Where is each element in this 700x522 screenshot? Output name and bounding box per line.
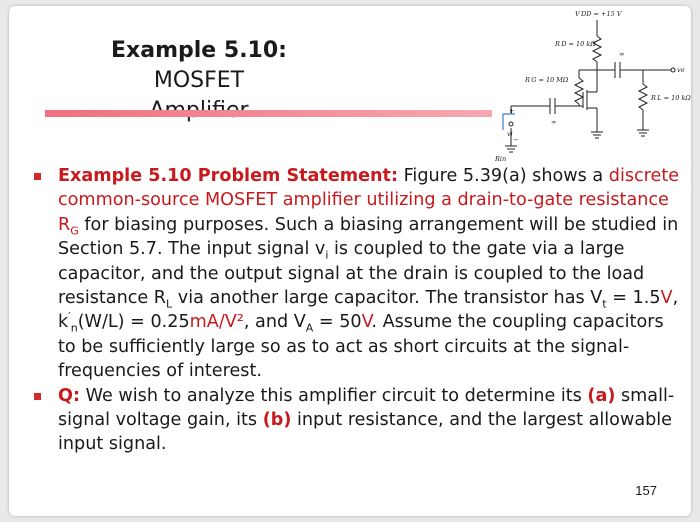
rl-label: R L = 10 kΩ <box>651 94 691 102</box>
part-b-label: (b) <box>262 410 292 431</box>
text-span: via another large capacitor. The transistor has V <box>172 288 603 309</box>
question-label: Q: <box>58 385 80 406</box>
bullet-problem-statement <box>31 164 681 384</box>
text-span: for biasing purposes. Such a biasing arrangement will be studied in Section 5.7. The input signal v <box>58 214 679 260</box>
vo-label: vo <box>677 66 685 74</box>
title-bold: Example 5.10: <box>111 38 287 63</box>
text-span: = 50 <box>313 312 362 333</box>
title-underline-bar <box>45 110 492 117</box>
subscript: G <box>70 224 79 238</box>
plus-sign: + <box>509 107 515 115</box>
subscript: n <box>70 321 78 335</box>
unit-span: mA/V² <box>189 312 244 333</box>
text-span: , k <box>58 288 679 333</box>
text-span: , and V <box>243 312 306 333</box>
bullet-marker <box>34 173 41 180</box>
subscript: L <box>166 297 173 311</box>
subscript: i <box>325 248 329 262</box>
superscript: ′ <box>68 310 71 324</box>
vi-label: vi <box>507 130 513 138</box>
problem-heading: Example 5.10 Problem Statement: <box>58 166 398 186</box>
title-line-1 <box>69 36 329 96</box>
text-span: . Assume the coupling capacitors to be sufficiently large so as to act as short circuits at the signal-frequencies of interest. <box>58 312 664 382</box>
rd-label: R D = 10 kΩ <box>555 40 596 48</box>
text-span: = 1.5 <box>606 288 661 309</box>
highlight-span: discrete common-source MOSFET amplifier utilizing a drain-to-gate resistance R <box>58 166 680 235</box>
text-span: small-signal voltage gain, its <box>58 385 675 431</box>
page-number: 157 <box>635 483 657 498</box>
rg-label: R G = 10 MΩ <box>525 76 569 84</box>
subscript: A <box>305 321 314 335</box>
rin-label: Rin <box>495 155 507 163</box>
minus-sign: − <box>513 136 519 144</box>
text-span: is coupled to the gate via a large capacitor, and the output signal at the drain is coupled to the load resistance R <box>58 239 645 309</box>
inf-label-output: ∞ <box>619 50 625 58</box>
subscript: t <box>602 297 607 311</box>
part-a-label: (a) <box>587 385 616 406</box>
slide <box>9 6 691 516</box>
text-span: input resistance, and the largest allowable input signal. <box>58 410 672 455</box>
circuit-diagram <box>475 6 691 166</box>
bullet-marker <box>34 393 41 400</box>
text-span: We wish to analyze this amplifier circuit to determine its <box>80 385 588 406</box>
title-rest: MOSFET <box>153 68 245 93</box>
slide-body <box>31 164 681 457</box>
inf-label-input: ∞ <box>551 118 557 126</box>
text-span: Figure 5.39(a) shows a <box>398 166 609 186</box>
text-span: (W/L) = 0.25 <box>77 312 190 333</box>
unit-span: V <box>361 312 372 333</box>
unit-span: V <box>660 288 673 309</box>
bullet-question <box>31 384 681 457</box>
vdd-label: V DD = +15 V <box>575 10 622 18</box>
